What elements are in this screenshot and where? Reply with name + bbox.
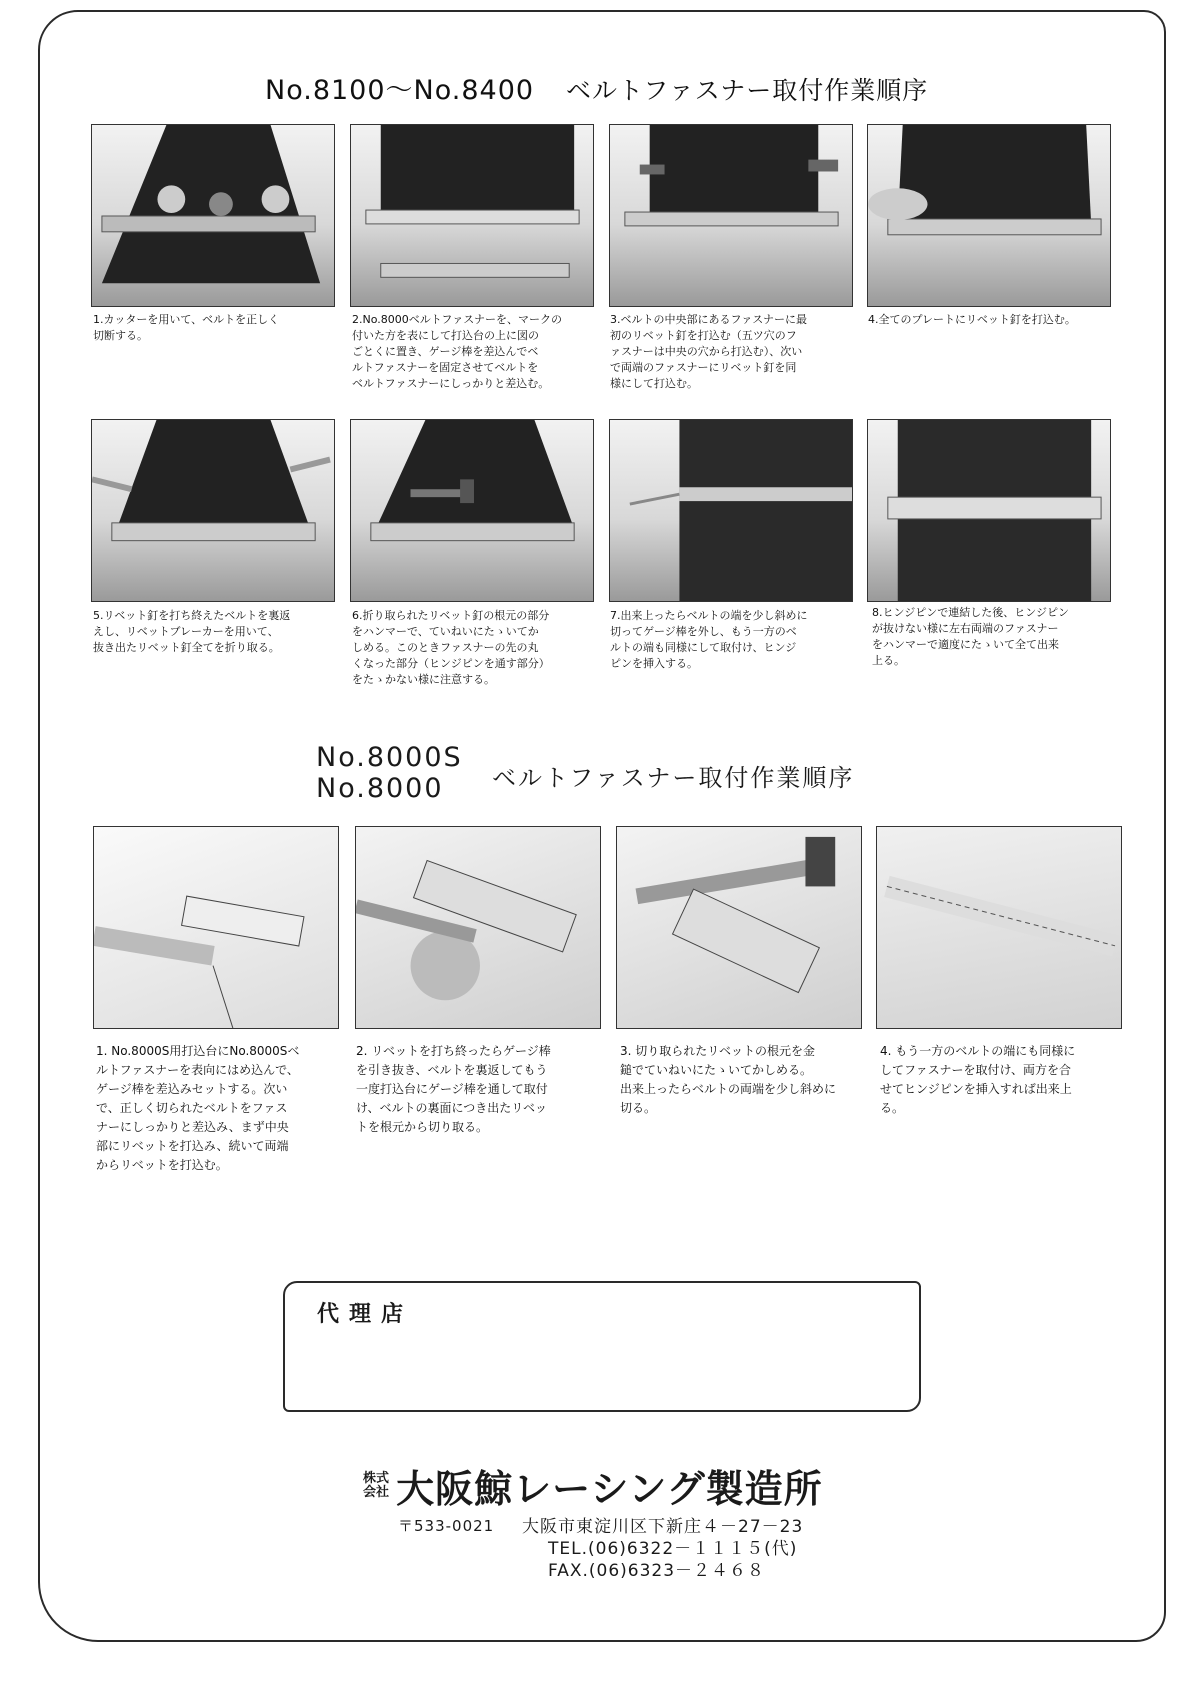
step-7-photo (609, 419, 853, 602)
step-6-photo (350, 419, 594, 602)
step-3-photo (609, 124, 853, 307)
step-8-caption: 8.ヒンジピンで連結した後、ヒンジピン が抜けない様に左右両端のファスナー をハンマーで適度にたゝいて全て出来 上る。 (872, 606, 1069, 667)
fax: FAX.(06)6323－２４６８ (548, 1561, 766, 1581)
step-4-caption: 4.全てのプレートにリベット釘を打込む。 (868, 313, 1076, 326)
s2-step-3-photo (616, 826, 862, 1029)
step-5-caption: 5.リベット釘を打ち終えたベルトを裏返 えし、リベットブレーカーを用いて、 抜き出たリベット釘全てを折り取る。 (93, 609, 291, 654)
s2-step-1-photo (93, 826, 339, 1029)
s2-step-2-photo (355, 826, 601, 1029)
company-type-prefix (361, 1472, 391, 1500)
company-type-prefix-2: 会社 (362, 1484, 389, 1500)
step-3-caption: 3.ベルトの中央部にあるファスナーに最 初のリベット釘を打込む（五ツ穴のフ ァスナーは中央の穴から打込む）、次い で両端のファスナーにリベット釘を同 様にして打込む。 (610, 313, 808, 390)
step-2-caption: 2.No.8000ベルトファスナーを、マークの 付いた方を表にして打込台の上に図の ごとくに置き、ゲージ棒を差込んでベ ルトファスナーを固定させてベルトを ベルトファスナーにしっかりと差込む。 (352, 313, 562, 390)
agency-box (283, 1281, 921, 1412)
section1-title (265, 68, 928, 107)
s2-step-3-caption: 3. 切り取られたリベットの根元を金 鎚でていねいにたゝいてかしめる。 出来上ったらベルトの両端を少し斜めに 切る。 (620, 1044, 837, 1115)
s2-step-2-caption: 2. リベットを打ち終ったらゲージ棒 を引き抜き、ベルトを裏返してもう 一度打込台にゲージ棒を通して取付 け、ベルトの裏面につき出たリベッ トを根元から切り取る。 (356, 1044, 551, 1134)
postal-code: 〒533-0021 (398, 1517, 495, 1535)
s2-step-4-caption: 4. もう一方のベルトの端にも同様に してファスナーを取付け、両方を合 せてヒンジピンを挿入すれば出来上 る。 (880, 1044, 1076, 1115)
company-type-prefix-1: 株式 (362, 1470, 389, 1486)
company-name: 大阪鯨レーシング製造所 (396, 1467, 823, 1511)
section1-title-text: ベルトファスナー取付作業順序 (565, 76, 929, 105)
section2-title-number-2: No.8000 (316, 773, 444, 804)
company-name-block (361, 1458, 823, 1513)
step-5-photo (91, 419, 335, 602)
step-8-photo (867, 419, 1111, 602)
address: 大阪市東淀川区下新庄４－27－23 (522, 1517, 804, 1537)
step-1-photo (91, 124, 335, 307)
step-2-photo (350, 124, 594, 307)
agency-label: 代理店 (317, 1302, 414, 1327)
s2-step-1-caption: 1. No.8000S用打込台にNo.8000Sベ ルトファスナーを表向にはめ込んで、 ゲージ棒を差込みセットする。次い で、正しく切られたベルトをファス ナーにしっかりと差込み、まず中央 部にリベットを打込み、続いて両端 からリベットを打込む。 (96, 1044, 300, 1172)
step-1-caption: 1.カッターを用いて、ベルトを正しく 切断する。 (93, 313, 280, 342)
step-7-caption: 7.出来上ったらベルトの端を少し斜めに 切ってゲージ棒を外し、もう一方のベ ルトの端も同様にして取付け、ヒンジ ピンを挿入する。 (610, 609, 808, 670)
step-4-photo (867, 124, 1111, 307)
s2-step-4-photo (876, 826, 1122, 1029)
section1-title-number: No.8100～No.8400 (265, 75, 535, 106)
section2-title-number-1: No.8000S (316, 742, 463, 773)
step-6-caption: 6.折り取られたリベット釘の根元の部分 をハンマーで、ていねいにたゝいてか しめる。このときファスナーの先の丸 くなった部分（ヒンジピンを通す部分） をたゝかない様に注意する。 (352, 609, 550, 686)
section2-title-text: ベルトファスナー取付作業順序 (492, 764, 855, 792)
telephone: TEL.(06)6322－１１１５(代) (548, 1539, 798, 1559)
